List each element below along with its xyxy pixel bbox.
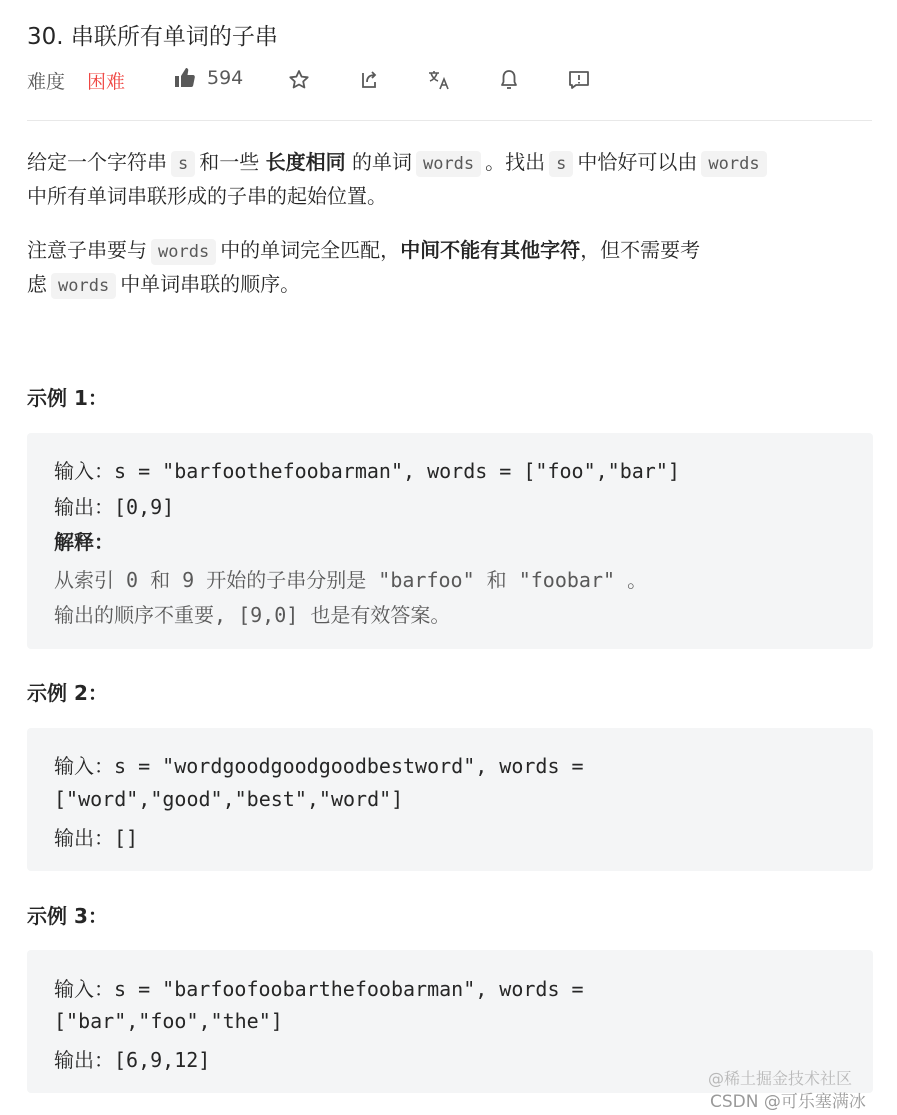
example-input: 输入：s = "barfoofoobarthefoobarman", words = — [54, 977, 596, 1001]
text: ，但不需要考 — [580, 238, 701, 262]
example-output: 输出：[0,9] — [54, 495, 175, 519]
share-icon[interactable] — [357, 68, 381, 92]
example-2-code-block — [27, 728, 873, 871]
watermark-juejin: @稀土掘金技术社区 — [708, 1069, 853, 1088]
example-explain-label: 解释： — [54, 530, 114, 554]
bold-text: 长度相同 — [265, 150, 346, 174]
bold-text: 中间不能有其他字符 — [400, 238, 581, 262]
problem-meta-bar — [27, 66, 867, 96]
example-input: ["bar","foo","the"] — [54, 1009, 283, 1033]
description-paragraph-1 — [27, 145, 872, 213]
example-3-heading: 示例 3： — [27, 904, 108, 928]
inline-code: words — [416, 151, 481, 177]
watermark-csdn: CSDN @可乐塞满冰 — [710, 1092, 866, 1112]
like-count: 594 — [207, 67, 244, 89]
example-1-code-block — [27, 433, 873, 649]
translate-icon[interactable] — [427, 68, 451, 92]
inline-code: words — [151, 239, 216, 265]
text: 中的单词完全匹配， — [220, 238, 401, 262]
text: 和一些 — [199, 150, 260, 174]
bell-icon[interactable] — [497, 68, 521, 92]
thumbs-up-icon — [173, 66, 197, 90]
example-input: 输入：s = "barfoothefoobarman", words = ["foo","bar"] — [54, 459, 680, 483]
inline-code: s — [549, 151, 573, 177]
text: 注意子串要与 — [27, 238, 147, 262]
difficulty-badge: 困难 — [87, 71, 126, 93]
like-button[interactable] — [173, 66, 243, 90]
inline-code: words — [51, 273, 116, 299]
description-paragraph-2 — [27, 233, 872, 301]
example-1-heading: 示例 1： — [27, 386, 108, 410]
problem-title: 30. 串联所有单词的子串 — [27, 24, 278, 50]
text: 。找出 — [485, 150, 546, 174]
difficulty-label: 难度 — [27, 71, 66, 93]
text: 中恰好可以由 — [577, 150, 698, 174]
example-input: ["word","good","best","word"] — [54, 787, 404, 811]
text: 虑 — [27, 272, 47, 296]
example-explanation: 输出的顺序不重要, [9,0] 也是有效答案。 — [54, 603, 451, 627]
example-output: 输出：[6,9,12] — [54, 1048, 211, 1072]
example-output: 输出：[] — [54, 826, 139, 850]
star-icon[interactable] — [287, 68, 311, 92]
header-divider — [27, 120, 872, 121]
feedback-icon[interactable] — [567, 68, 591, 92]
inline-code: words — [701, 151, 766, 177]
example-explanation: 从索引 0 和 9 开始的子串分别是 "barfoo" 和 "foobar" 。 — [54, 568, 648, 592]
text: 中单词串联的顺序。 — [120, 272, 301, 296]
text: 给定一个字符串 — [27, 150, 167, 174]
text: 的单词 — [351, 150, 412, 174]
text: 中所有单词串联形成的子串的起始位置。 — [27, 184, 387, 208]
example-input: 输入：s = "wordgoodgoodgoodbestword", words = — [54, 754, 596, 778]
inline-code: s — [171, 151, 195, 177]
example-2-heading: 示例 2： — [27, 681, 108, 705]
